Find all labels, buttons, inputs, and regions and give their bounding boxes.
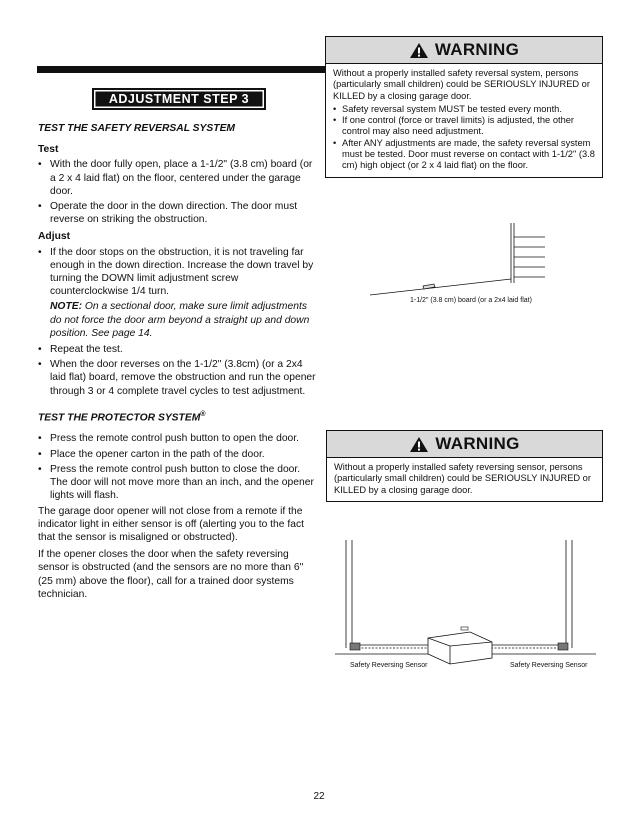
warning-header xyxy=(326,37,602,64)
board-icon xyxy=(423,284,435,289)
test-heading: Test xyxy=(38,144,59,156)
adjust-item: • Repeat the test. xyxy=(38,343,318,356)
protector-item: • Press the remote control push button to close the door. The door will not move more than an inch, and the opener lights will flash. xyxy=(38,463,318,503)
warning-item: • After ANY adjustments are made, the safety reversal system must be tested. Door must reverse on contact with 1-1/2" (3.8 cm) high object (or 2 x 4 laid flat) on the floor. xyxy=(333,138,595,172)
adjust-item: • When the door reverses on the 1-1/2" (3.8cm) (or a 2x4 laid flat) board, remove the obstruction and run the opener through 3 or 4 complete travel cycles to test adjustment. xyxy=(38,358,318,398)
warning-header xyxy=(327,431,602,458)
warning-triangle-icon xyxy=(409,436,429,453)
adjust-list xyxy=(38,246,318,299)
protector-title-text: TEST THE PROTECTOR SYSTEM xyxy=(38,412,201,424)
warning-intro: Without a properly installed safety reversal system, persons (particularly small children) could be SERIOUSLY INJURED or KILLED by a closing garage door. xyxy=(333,68,590,101)
right-sensor-caption: Safety Reversing Sensor xyxy=(510,662,588,669)
warning-triangle-icon xyxy=(409,42,429,59)
warning-item: • Safety reversal system MUST be tested every month. xyxy=(333,104,595,115)
warning-body xyxy=(327,458,602,501)
left-column xyxy=(38,118,318,605)
test-item: • Operate the door in the down direction. The door must reverse on striking the obstruction. xyxy=(38,200,318,226)
warning-text: Without a properly installed safety reversing sensor, persons (particularly small children) could be SERIOUSLY INJURED or KILLED by a closing garage door. xyxy=(334,462,591,495)
adjust-item: • If the door stops on the obstruction, it is not traveling far enough in the down direction. Increase the down travel by turning the DOWN limit adjustment screw counterclockwise 1/4 turn. xyxy=(38,246,318,299)
adjust-list-2 xyxy=(38,343,318,398)
warning-body xyxy=(326,64,602,177)
protector-item: • Press the remote control push button to open the door. xyxy=(38,432,318,445)
protector-list xyxy=(38,432,318,502)
test-list xyxy=(38,158,318,226)
step-label: ADJUSTMENT STEP 3 xyxy=(92,88,266,110)
left-sensor-icon xyxy=(350,643,360,650)
sensor-diagram xyxy=(330,530,602,665)
warning-title: WARNING xyxy=(434,40,520,60)
protector-paragraph: The garage door opener will not close from a remote if the indicator light in either sensor is off (alerting you to the fact that the sensor is misaligned or obstructed). xyxy=(38,505,304,543)
note-text: On a sectional door, make sure limit adjustments do not force the door arm beyond a straight up and down position. See page 14. xyxy=(50,301,310,339)
board-caption: 1-1/2" (3.8 cm) board (or a 2x4 laid flat) xyxy=(410,297,532,304)
section-title-protector xyxy=(38,408,318,425)
left-sensor-caption: Safety Reversing Sensor xyxy=(350,662,428,669)
protector-item: • Place the opener carton in the path of the door. xyxy=(38,448,318,461)
warning-box-sensor xyxy=(326,430,603,502)
section-title-safety-reversal: TEST THE SAFETY REVERSAL SYSTEM xyxy=(38,123,236,134)
carton-icon xyxy=(428,632,492,664)
right-sensor-icon xyxy=(558,643,568,650)
warning-box-reversal xyxy=(325,36,603,178)
note-label: NOTE: xyxy=(50,301,83,313)
adjust-heading: Adjust xyxy=(38,231,71,243)
warning-item: • If one control (force or travel limits) is adjusted, the other control may also need adjustment. xyxy=(333,115,595,138)
note xyxy=(38,300,318,340)
test-item: • With the door fully open, place a 1-1/2" (3.8 cm) board (or a 2 x 4 laid flat) on the floor, centered under the garage door. xyxy=(38,158,318,198)
page-number: 22 xyxy=(313,791,325,802)
registered-mark: ® xyxy=(200,410,206,418)
protector-paragraph: If the opener closes the door when the safety reversing sensor is obstructed (and the sensors are no more than 6" (25 mm) above the floor), call for a trained door systems technician. xyxy=(38,549,304,600)
warning-title: WARNING xyxy=(435,434,520,454)
door-handle-icon xyxy=(461,627,468,630)
